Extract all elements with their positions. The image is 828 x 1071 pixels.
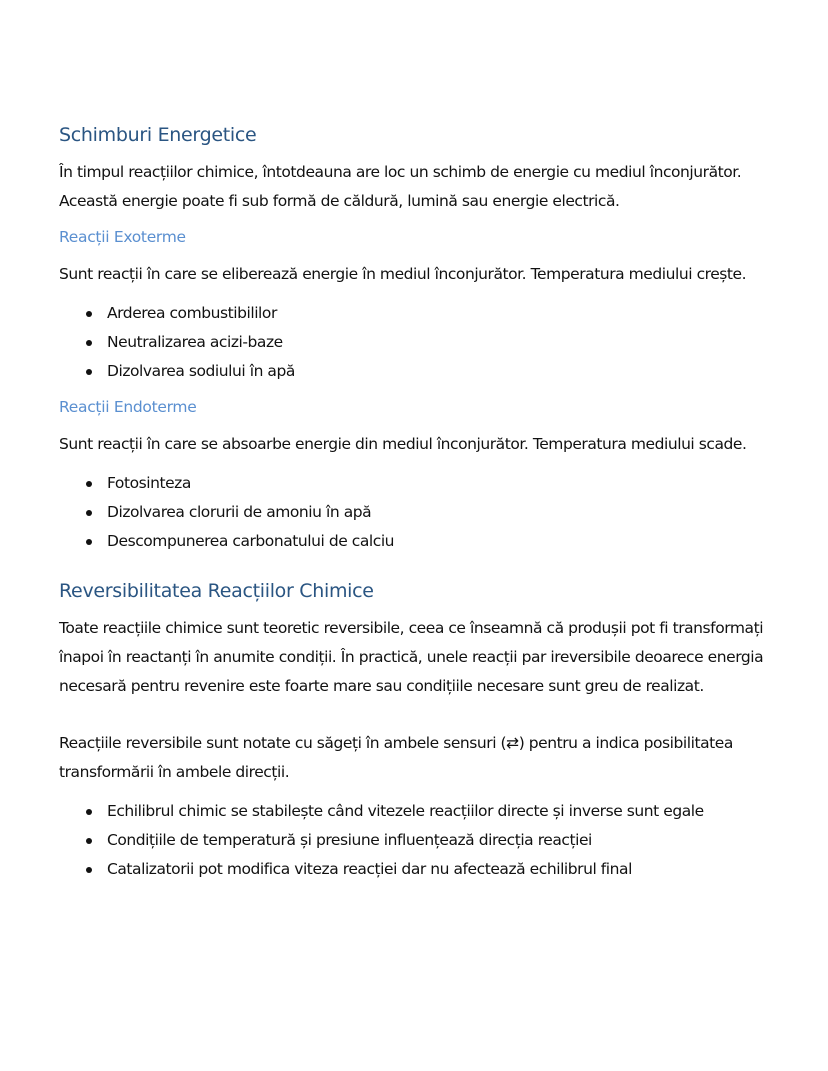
subsection-title-endothermic: Reacții Endoterme — [59, 398, 197, 416]
intro-paragraph: În timpul reacțiilor chimice, întotdeauna are loc un schimb de energie cu mediul înconjurător. Această energie poate fi sub formă de căldură, lumină sau energie electrică. — [59, 163, 742, 210]
list-item: Fotosinteza — [107, 469, 769, 498]
endothermic-description: Sunt reacții în care se absoarbe energie din mediul înconjurător. Temperatura mediului scade. — [59, 435, 747, 453]
paragraph-spacer — [59, 711, 769, 729]
endothermic-list — [59, 469, 769, 556]
section-energy-exchange — [59, 122, 769, 556]
exothermic-description: Sunt reacții în care se eliberează energie în mediul înconjurător. Temperatura mediului crește. — [59, 265, 747, 283]
list-item: Catalizatorii pot modifica viteza reacției dar nu afectează echilibrul final — [107, 855, 769, 884]
section-reversibility — [59, 578, 769, 884]
list-item: Arderea combustibililor — [107, 299, 769, 328]
reversibility-paragraph-1: Toate reacțiile chimice sunt teoretic reversibile, ceea ce înseamnă că produșii pot fi transformați înapoi în reactanți în anumite condiții. În practică, unele reacții par ireversibile deoarece energia necesară pentru revenire este foarte mare sau condițiile necesare sunt greu de realizat. — [59, 619, 764, 695]
subsection-title-exothermic: Reacții Exoterme — [59, 228, 186, 246]
list-item: Condițiile de temperatură și presiune influențează direcția reacției — [107, 826, 769, 855]
exothermic-list — [59, 299, 769, 386]
list-item: Neutralizarea acizi-baze — [107, 328, 769, 357]
section-title-reversibility: Reversibilitatea Reacțiilor Chimice — [59, 580, 374, 602]
list-item: Echilibrul chimic se stabilește când vitezele reacțiilor directe și inverse sunt egale — [107, 797, 769, 826]
document-page — [59, 122, 769, 894]
reversibility-list — [59, 797, 769, 884]
section-title-energy-exchange: Schimburi Energetice — [59, 124, 257, 146]
list-item: Dizolvarea clorurii de amoniu în apă — [107, 498, 769, 527]
list-item: Descompunerea carbonatului de calciu — [107, 527, 769, 556]
list-item: Dizolvarea sodiului în apă — [107, 357, 769, 386]
reversibility-paragraph-2: Reacțiile reversibile sunt notate cu săgeți în ambele sensuri (⇄) pentru a indica posibilitatea transformării în ambele direcții. — [59, 734, 733, 781]
